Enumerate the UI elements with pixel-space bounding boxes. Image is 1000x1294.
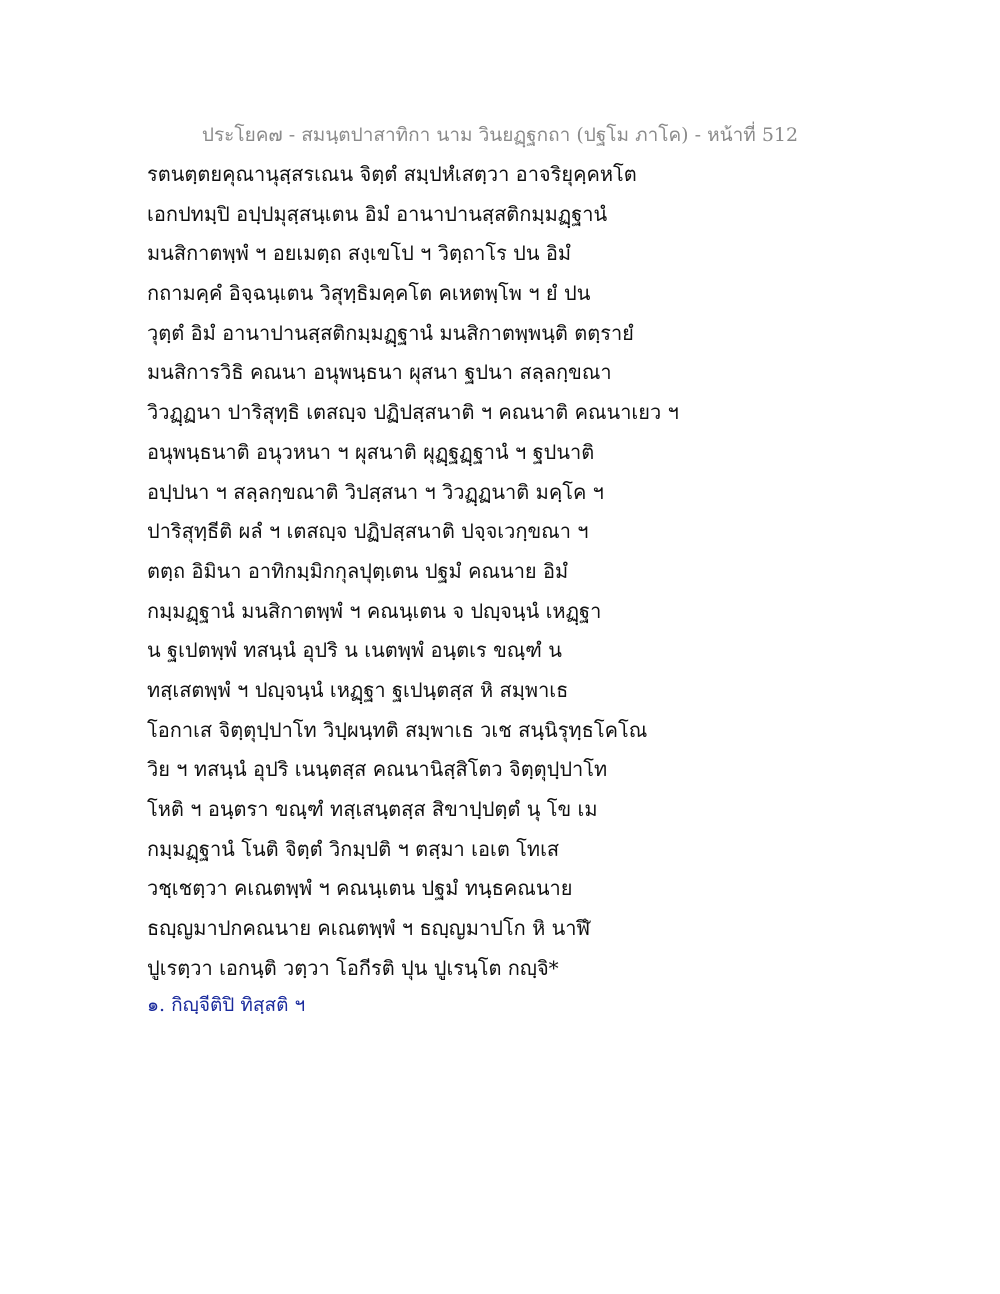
text-line: มนสิกาตพฺพํ ฯ อยเมตฺถ สงฺเขโป ฯ วิตฺถาโร ปน อิมํ [147, 241, 572, 266]
text-line: อนุพนฺธนาติ อนุวหนา ฯ ผุสนาติ ผุฏฺฐฏฺฐานํ ฯ ฐปนาติ [147, 439, 595, 464]
text-line: โอกาเส จิตฺตุปฺปาโท วิปฺผนฺทติ สมฺพาเธ วเช สนฺนิรุทฺธโคโณ [147, 717, 648, 742]
text-line: วิย ฯ ทสนฺนํ อุปริ เนนฺตสฺส คณนานิสฺสิโตว จิตฺตุปฺปาโท [147, 757, 608, 782]
text-line: ปูเรตฺวา เอกนฺติ วตฺวา โอกีรติ ปุน ปูเรนฺโต กญฺจิ* [147, 955, 559, 980]
text-line: กมฺมฏฺฐานํ โนติ จิตฺตํ วิกมฺปติ ฯ ตสฺมา เอเต โทเส [147, 836, 560, 861]
text-line: วิวฏฺฏนา ปาริสุทฺธิ เตสญฺจ ปฏิปสฺสนาติ ฯ คณนาติ คณนาเยว ฯ [147, 400, 679, 425]
text-line: รตนตฺตยคุณานุสฺสรเณน จิตฺตํ สมฺปหํเสตฺวา อาจริยุคฺคหโต [147, 162, 637, 186]
text-line: โหติ ฯ อนฺตรา ขณฺฑํ ทสฺเสนฺตสฺส สิขาปฺปตฺตํ นุ โข เม [147, 797, 598, 821]
text-line: วชฺเชตฺวา คเณตพฺพํ ฯ คณนฺเตน ปฐมํ ทนฺธคณนาย [147, 876, 573, 901]
text-line: เอกปทมฺปิ อปฺปมุสฺสนฺเตน อิมํ อานาปานสฺสติกมฺมฏฺฐานํ [147, 201, 608, 226]
main-text [147, 155, 947, 988]
text-line: ธญฺญมาปกคณนาย คเณตพฺพํ ฯ ธญฺญมาปโก หิ นาฬึ [147, 916, 591, 941]
text-line: กถามคฺคํ อิจฺฉนฺเตน วิสุทฺธิมคฺคโต คเหตพฺโพ ฯ ยํ ปน [147, 281, 591, 306]
text-line: วุตฺตํ อิมํ อานาปานสฺสติกมฺมฏฺฐานํ มนสิกาตพฺพนฺติ ตตฺรายํ [147, 320, 634, 345]
text-line: มนสิการวิธิ คณนา อนุพนฺธนา ผุสนา ฐปนา สลฺลกฺขณา [147, 360, 612, 385]
text-line: ตตฺถ อิมินา อาทิกมฺมิกกุลปุตฺเตน ปฐมํ คณนาย อิมํ [147, 558, 569, 583]
text-line: น ฐเปตพฺพํ ทสนฺนํ อุปริ น เนตพฺพํ อนฺตเร ขณฺฑํ น [147, 638, 562, 663]
text-line: ปาริสุทฺธีติ ผลํ ฯ เตสญฺจ ปฏิปสฺสนาติ ปจฺจเวกฺขณา ฯ [147, 519, 589, 544]
text-line: ทสฺเสตพฺพํ ฯ ปญฺจนฺนํ เหฏฺฐา ฐเปนฺตสฺส หิ สมฺพาเธ [147, 677, 569, 702]
footnote: ๑. กิญฺจีติปิ ทิสฺสติ ฯ [147, 994, 306, 1016]
page-header: ประโยค๗ - สมนฺตปาสาทิกา นาม วินยฏฺฐกถา (ปฐโม ภาโค) - หน้าที่ 512 [201, 124, 799, 146]
text-line: กมฺมฏฺฐานํ มนสิกาตพฺพํ ฯ คณนฺเตน จ ปญฺจนฺนํ เหฏฺฐา [147, 598, 602, 623]
text-line: อปฺปนา ฯ สลฺลกฺขณาติ วิปสฺสนา ฯ วิวฏฺฏนาติ มคฺโค ฯ [147, 479, 604, 504]
